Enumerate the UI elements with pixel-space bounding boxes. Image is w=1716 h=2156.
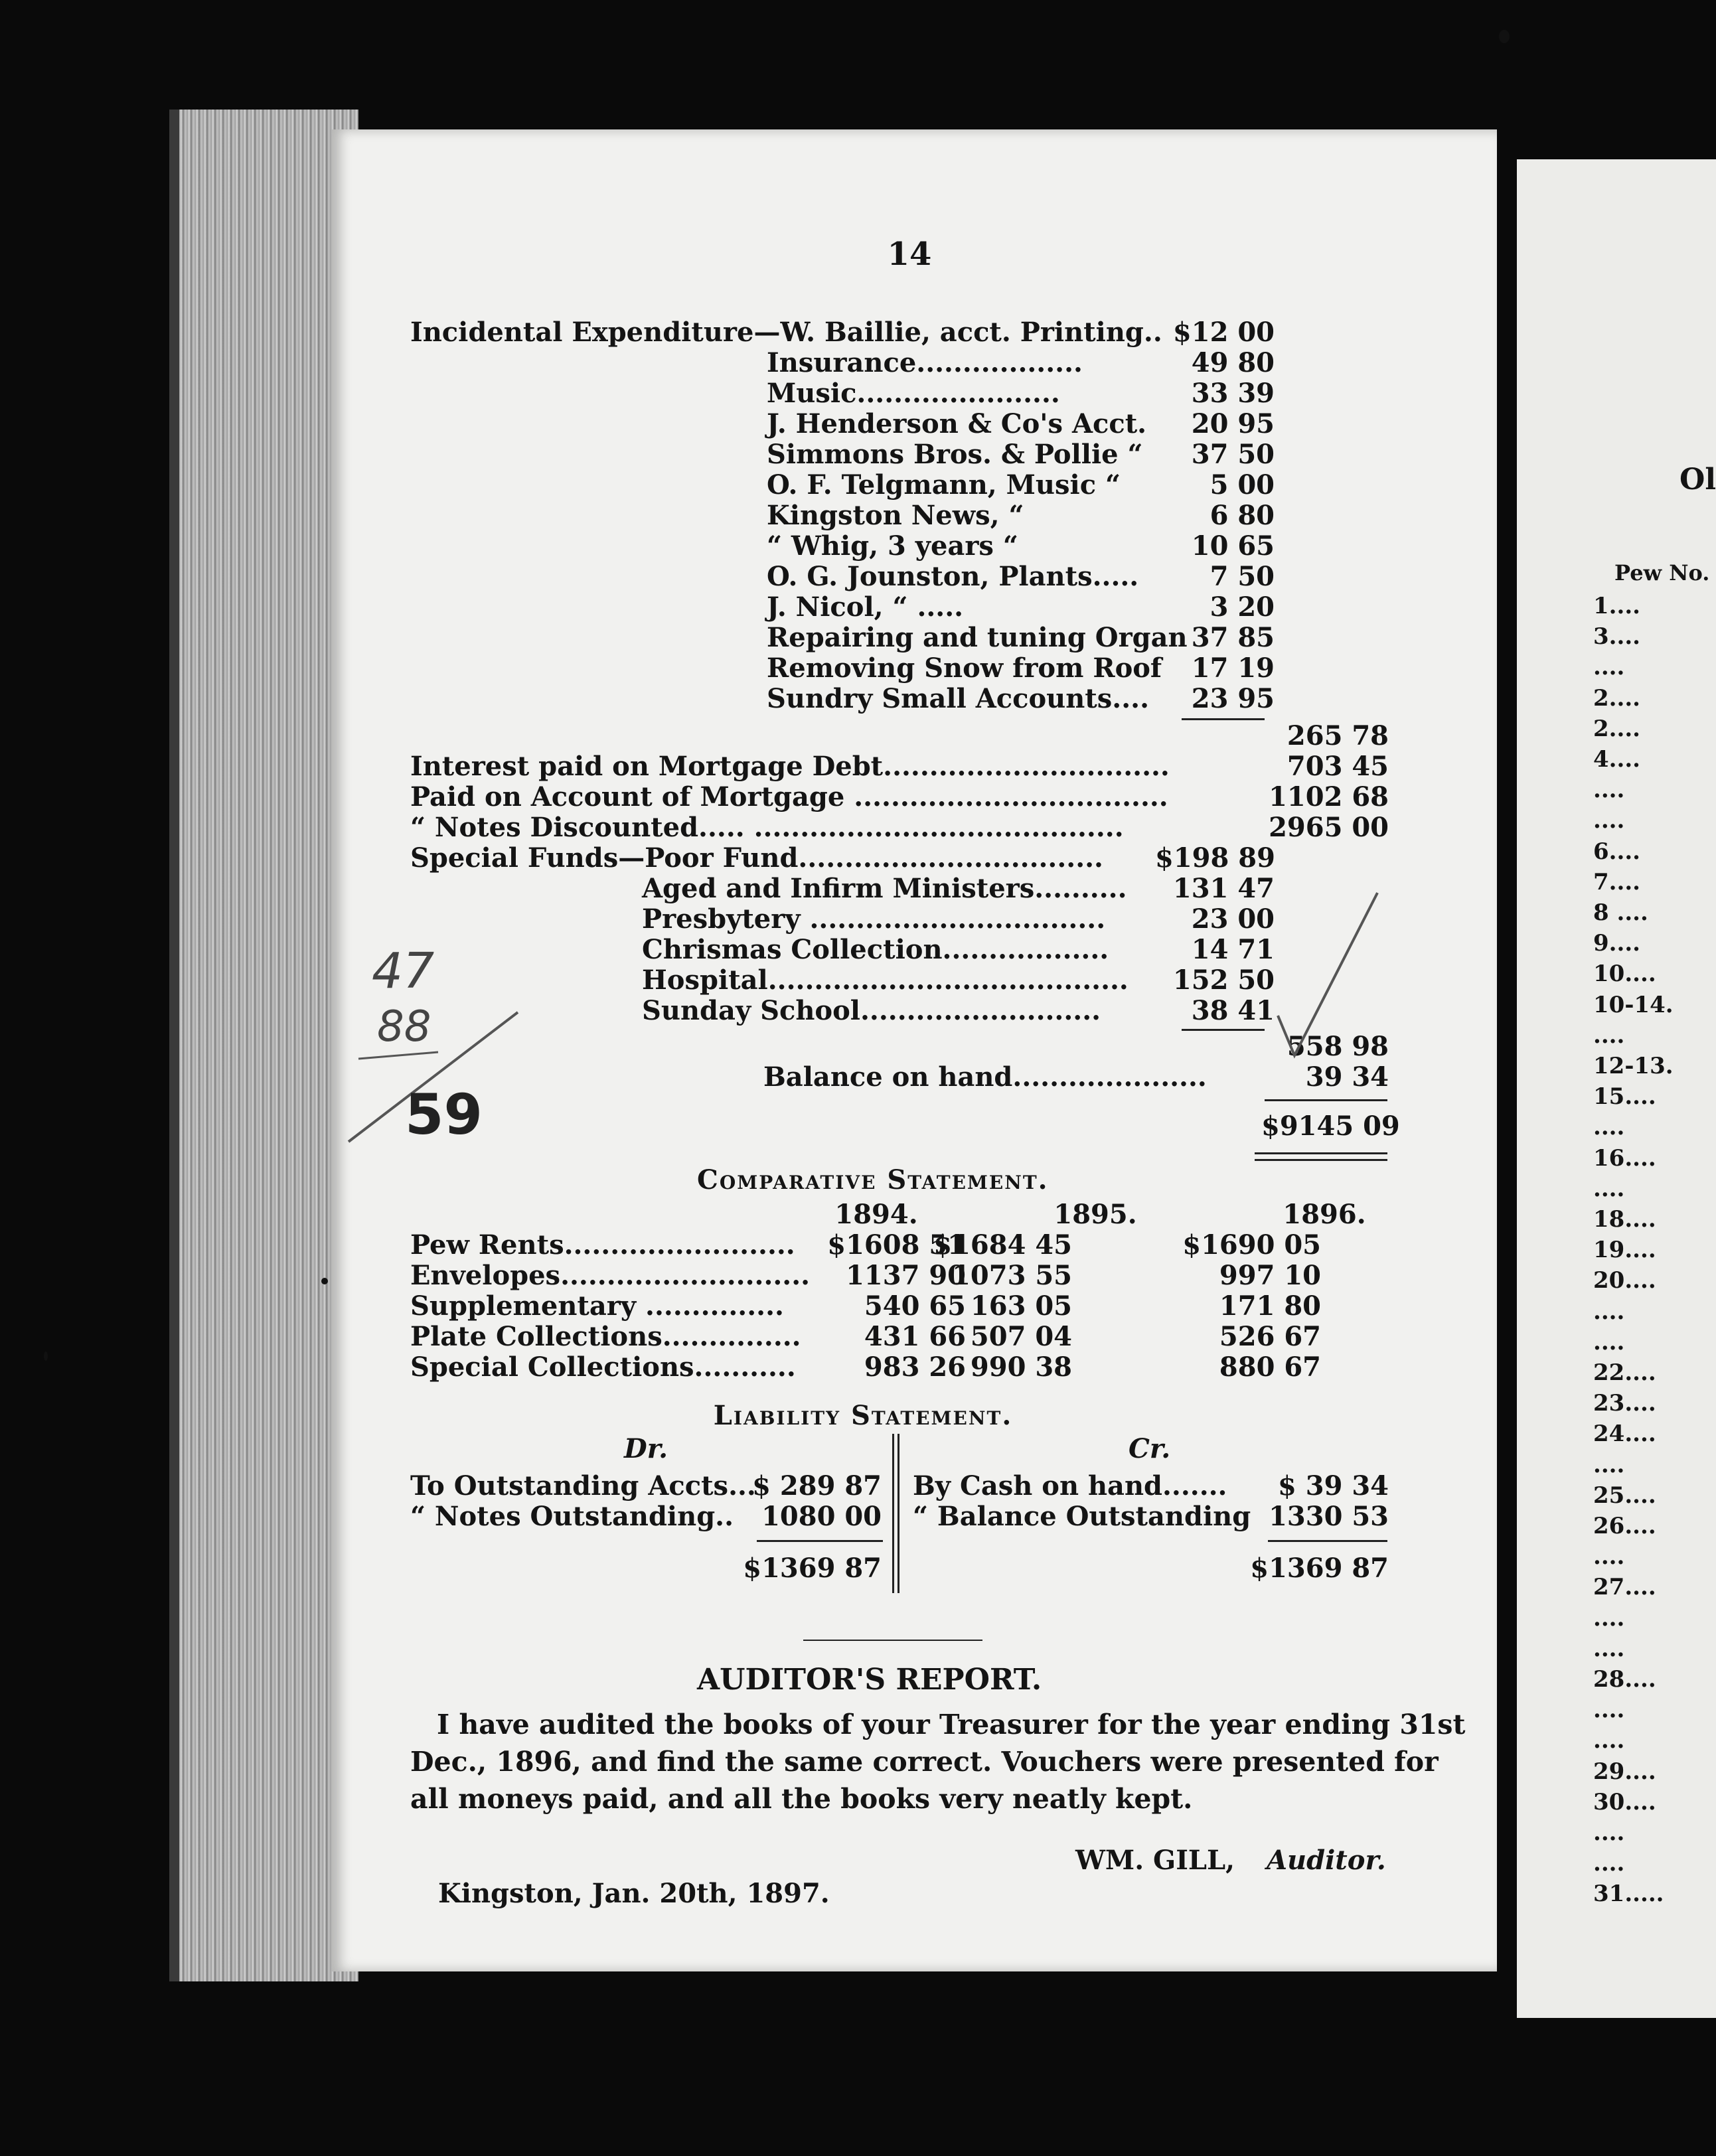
liability-right-label: “ Balance Outstanding (913, 1501, 1251, 1532)
amount-1894: 1137 90 (846, 1260, 966, 1291)
liability-divider-1 (892, 1434, 894, 1593)
incidental-item-amount: 49 80 (1191, 347, 1275, 378)
liability-left-total: $1369 87 (743, 1553, 882, 1584)
incidental-item-label: “ Whig, 3 years “ (767, 530, 1018, 562)
expense-label: “ Notes Discounted..... ........................................ (410, 812, 1124, 843)
special-subtotal-rule (1182, 1029, 1265, 1031)
dr-label: Dr. (624, 1433, 668, 1464)
pew-entry: 10-14. (1593, 991, 1674, 1018)
pew-entry: 31..... (1593, 1881, 1664, 1908)
pew-entry: .... (1593, 1298, 1625, 1325)
pew-entry: .... (1593, 1727, 1625, 1754)
incidental-item-label: J. Nicol, “ ..... (767, 591, 964, 623)
pew-entry: 29.... (1593, 1758, 1656, 1785)
dust-speck (1499, 30, 1510, 43)
comparative-row-label: Special Collections........... (410, 1351, 796, 1383)
pew-entry: 2.... (1593, 715, 1641, 742)
incidental-subtotal-rule (1182, 718, 1265, 720)
liability-left-label: To Outstanding Accts... (410, 1470, 756, 1502)
pew-entry: 10.... (1593, 961, 1656, 988)
expense-label: Interest paid on Mortgage Debt............................... (410, 751, 1170, 782)
auditor-signature-name: WM. GILL, (1075, 1845, 1235, 1876)
special-item-label: Sunday School.......................... (642, 995, 1101, 1026)
incidental-item-amount: 33 39 (1191, 378, 1275, 409)
special-total: 558 98 (1287, 1031, 1389, 1062)
special-item-amount: 14 71 (1191, 934, 1275, 965)
incidental-item-label: Simmons Bros. & Pollie “ (767, 439, 1143, 470)
pew-entry: .... (1593, 1328, 1625, 1355)
auditor-title: AUDITOR'S REPORT. (697, 1663, 1042, 1697)
auditor-signature-role: Auditor. (1267, 1845, 1386, 1876)
incidental-item-label: Repairing and tuning Organ (767, 622, 1188, 653)
pew-entry: .... (1593, 1451, 1625, 1478)
incidental-item-amount: 37 50 (1191, 439, 1275, 470)
incidental-item-label: Removing Snow from Roof (767, 653, 1162, 684)
special-item-label: Presbytery ................................ (642, 903, 1106, 935)
special-item-label: Chrismas Collection.................. (642, 934, 1109, 965)
amount-1894: 540 65 (864, 1290, 966, 1322)
amount-1896: 997 10 (1219, 1260, 1321, 1291)
page-number: 14 (887, 236, 932, 273)
incidental-item-amount: 10 65 (1191, 530, 1275, 562)
balance-label: Balance on hand..................... (763, 1061, 1207, 1093)
pew-entry: .... (1593, 807, 1625, 834)
pew-entry: 18.... (1593, 1206, 1656, 1233)
comparative-row-label: Plate Collections............... (410, 1321, 801, 1352)
right-page-col-label: Pew No. (1614, 560, 1710, 585)
comparative-row-label: Pew Rents......................... (410, 1229, 795, 1261)
incidental-item-amount: 17 19 (1191, 653, 1275, 684)
pew-entry: .... (1593, 777, 1625, 804)
pew-entry: 30.... (1593, 1788, 1656, 1815)
pew-entry: 16.... (1593, 1144, 1656, 1172)
pew-entry: 8 .... (1593, 899, 1648, 926)
pew-entry: .... (1593, 1697, 1625, 1724)
special-item-amount: 152 50 (1172, 964, 1275, 996)
pew-entry: 7.... (1593, 868, 1641, 895)
pew-entry: .... (1593, 1819, 1625, 1846)
pew-entry: .... (1593, 1114, 1625, 1141)
pew-entry: 2.... (1593, 684, 1641, 712)
liability-right-label: By Cash on hand....... (913, 1470, 1227, 1502)
expense-amount: 2965 00 (1269, 812, 1389, 843)
pew-entry: 6.... (1593, 838, 1641, 865)
amount-1894: 983 26 (864, 1351, 966, 1383)
pew-entry: 26.... (1593, 1513, 1656, 1539)
amount-1894: 431 66 (864, 1321, 966, 1352)
amount-1895: $1684 45 (933, 1229, 1072, 1261)
special-item-label: Aged and Infirm Ministers.......... (642, 873, 1127, 904)
dust-speck (44, 1351, 48, 1361)
amount-1896: 526 67 (1219, 1321, 1321, 1352)
auditor-place-date: Kingston, Jan. 20th, 1897. (438, 1878, 830, 1909)
pew-entry: .... (1593, 1604, 1625, 1632)
incidental-item-amount: 23 95 (1191, 683, 1275, 714)
liability-divider-2 (897, 1434, 899, 1593)
amount-1895: 163 05 (970, 1290, 1072, 1322)
pew-entry: 12-13. (1593, 1053, 1674, 1079)
comparative-row-label: Envelopes........................... (410, 1260, 811, 1291)
year-header: 1894. (834, 1199, 918, 1230)
comparative-row-label: Supplementary ............... (410, 1290, 784, 1322)
margin-note-c: 59 (405, 1082, 483, 1147)
incidental-item-amount: 20 95 (1191, 408, 1275, 439)
amount-1896: 880 67 (1219, 1351, 1321, 1383)
incidental-first-amount: $12 00 (1172, 317, 1275, 348)
incidental-item-label: Music...................... (767, 378, 1060, 409)
pew-entry: .... (1593, 654, 1625, 681)
margin-note-b: 88 (377, 1002, 431, 1051)
pew-entry: .... (1593, 1850, 1625, 1877)
pew-entry: 19.... (1593, 1237, 1656, 1264)
pew-entry: 3.... (1593, 623, 1641, 651)
margin-note-a: 47 (372, 943, 435, 1000)
balance-amount: 39 34 (1305, 1061, 1389, 1093)
liability-title: Liability Statement. (713, 1400, 1013, 1431)
incidental-item-label: O. G. Jounston, Plants..... (767, 561, 1139, 592)
amount-1895: 507 04 (970, 1321, 1072, 1352)
pew-entry: 25.... (1593, 1482, 1656, 1509)
amount-1895: 1073 55 (952, 1260, 1072, 1291)
incidental-item-label: J. Henderson & Co's Acct. (767, 408, 1147, 439)
right-page-header: Ol (1679, 463, 1716, 497)
grand-total: $9145 09 (1261, 1111, 1400, 1142)
cr-label: Cr. (1129, 1433, 1171, 1464)
auditor-text-line: Dec., 1896, and find the same correct. Vouchers were presented for (410, 1746, 1439, 1778)
liability-left-amount: 1080 00 (761, 1501, 882, 1532)
grand-total-rule (1265, 1099, 1387, 1101)
incidental-item-amount: 6 80 (1209, 500, 1275, 531)
pew-entry: 22.... (1593, 1359, 1656, 1386)
pew-entry: .... (1593, 1175, 1625, 1202)
pew-entry: .... (1593, 1635, 1625, 1662)
special-item-amount: 38 41 (1191, 995, 1275, 1026)
incidental-total: 265 78 (1287, 720, 1389, 751)
special-funds-heading: Special Funds—Poor Fund................................. (410, 842, 1103, 874)
pew-entry: 4.... (1593, 746, 1641, 773)
special-first-amount: $198 89 (1155, 842, 1275, 874)
pew-entry: 23.... (1593, 1390, 1656, 1417)
pew-entry: 27.... (1593, 1574, 1656, 1601)
incidental-item-amount: 3 20 (1209, 591, 1275, 623)
incidental-item-amount: 37 85 (1191, 622, 1275, 653)
amount-1895: 990 38 (970, 1351, 1072, 1383)
liability-left-label: “ Notes Outstanding.. (410, 1501, 734, 1532)
year-header: 1895. (1053, 1199, 1137, 1230)
liability-left-total-rule (757, 1540, 883, 1542)
grand-total-double-rule-1 (1255, 1152, 1387, 1154)
auditor-text-line: all moneys paid, and all the books very neatly kept. (410, 1783, 1193, 1815)
special-item-label: Hospital....................................... (642, 964, 1129, 996)
special-item-amount: 131 47 (1172, 873, 1275, 904)
grand-total-double-rule-2 (1255, 1159, 1387, 1161)
amount-1894: $1608 51 (827, 1229, 966, 1261)
pew-entry: .... (1593, 1022, 1625, 1049)
incidental-heading: Incidental Expenditure—W. Baillie, acct. Printing.. (410, 317, 1162, 348)
pew-entry: 28.... (1593, 1666, 1656, 1693)
incidental-item-label: Insurance.................. (767, 347, 1083, 378)
liability-right-amount: 1330 53 (1269, 1501, 1389, 1532)
amount-1896: 171 80 (1219, 1290, 1321, 1322)
expense-amount: 1102 68 (1269, 781, 1389, 812)
expense-label: Paid on Account of Mortgage .................................. (410, 781, 1168, 812)
special-item-amount: 23 00 (1191, 903, 1275, 935)
dust-speck (321, 1278, 328, 1284)
liability-right-total-rule (1268, 1540, 1387, 1542)
pew-entry: 20.... (1593, 1267, 1656, 1294)
pew-entry: 1.... (1593, 593, 1641, 619)
comparative-title: Comparative Statement. (697, 1164, 1049, 1195)
amount-1896: $1690 05 (1182, 1229, 1321, 1261)
pew-entry: 9.... (1593, 930, 1641, 957)
pew-entry: 24.... (1593, 1421, 1656, 1448)
year-header: 1896. (1283, 1199, 1366, 1230)
incidental-item-label: Sundry Small Accounts.... (767, 683, 1149, 714)
expense-amount: 703 45 (1287, 751, 1389, 782)
auditor-text-line: I have audited the books of your Treasurer for the year ending 31st (437, 1709, 1466, 1740)
pew-entry: 15.... (1593, 1083, 1656, 1111)
liability-right-amount: $ 39 34 (1277, 1470, 1389, 1502)
pew-entry: .... (1593, 1543, 1625, 1571)
liability-right-total: $1369 87 (1250, 1553, 1389, 1584)
incidental-item-amount: 7 50 (1209, 561, 1275, 592)
incidental-item-label: Kingston News, “ (767, 500, 1024, 531)
incidental-item-label: O. F. Telgmann, Music “ (767, 469, 1121, 501)
incidental-item-amount: 5 00 (1209, 469, 1275, 501)
liability-left-amount: $ 289 87 (752, 1470, 882, 1502)
section-separator (803, 1640, 982, 1641)
